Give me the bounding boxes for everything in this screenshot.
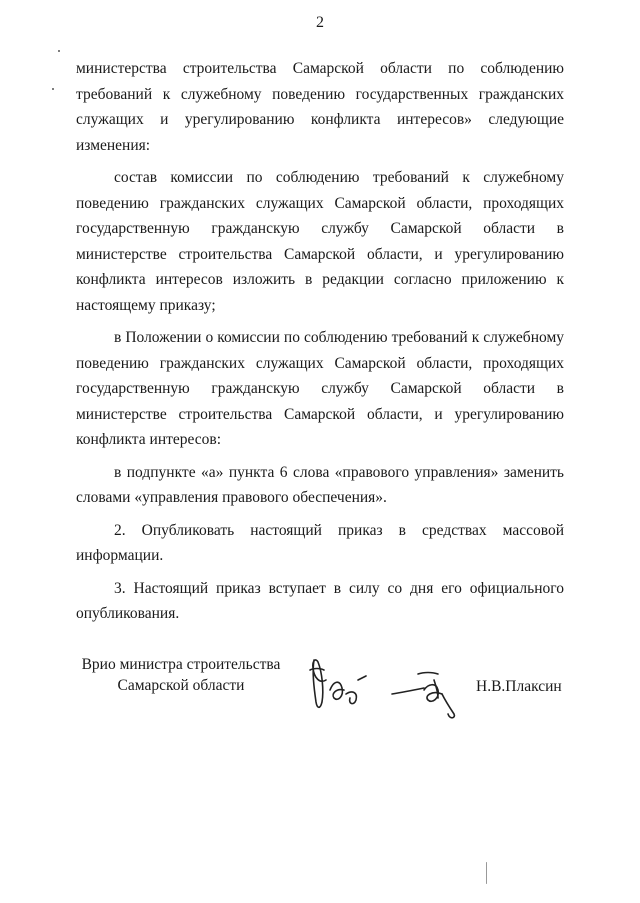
document-body bbox=[76, 56, 564, 627]
paragraph-publish: 2. Опубликовать настоящий приказ в средствах массовой информации. bbox=[76, 521, 564, 564]
paragraph-regulation-changes: в Положении о комиссии по соблюдению требований к служебному поведению гражданских служащих Самарской области, проходящих государственную гражданскую службу Самарской области в министерстве строительства Самарской области, и урегулированию конфликта интересов: bbox=[76, 329, 564, 448]
paragraph-intro: министерства строительства Самарской области по соблюдению требований к служебному поведению государственных гражданских служащих и урегулированию конфликта интересов» следующие изменения: bbox=[76, 60, 564, 154]
handwritten-signature bbox=[300, 650, 470, 725]
scan-speck bbox=[486, 862, 487, 884]
page-number: 2 bbox=[316, 14, 324, 31]
scan-speck bbox=[58, 50, 60, 52]
scan-speck bbox=[52, 88, 54, 90]
paragraph-commission-composition: состав комиссии по соблюдению требований к служебному поведению гражданских служащих Самарской области, проходящих государственную гражданскую службу Самарской области в министерстве строительства Самарской области, и урегулированию конфликта интересов изложить в редакции согласно приложению к настоящему приказу; bbox=[76, 169, 564, 314]
signature-block bbox=[0, 650, 640, 730]
signatory-name: Н.В.Плаксин bbox=[476, 678, 562, 695]
signatory-title-line1: Врио министра строительства bbox=[81, 656, 281, 673]
paragraph-effective-date: 3. Настоящий приказ вступает в силу со дня его официального опубликования. bbox=[76, 579, 564, 622]
paragraph-subpoint-a: в подпункте «а» пункта 6 слова «правового управления» заменить словами «управления правового обеспечения». bbox=[76, 463, 564, 506]
signatory-title-line2: Самарской области bbox=[117, 677, 245, 694]
signatory-title bbox=[76, 654, 286, 696]
